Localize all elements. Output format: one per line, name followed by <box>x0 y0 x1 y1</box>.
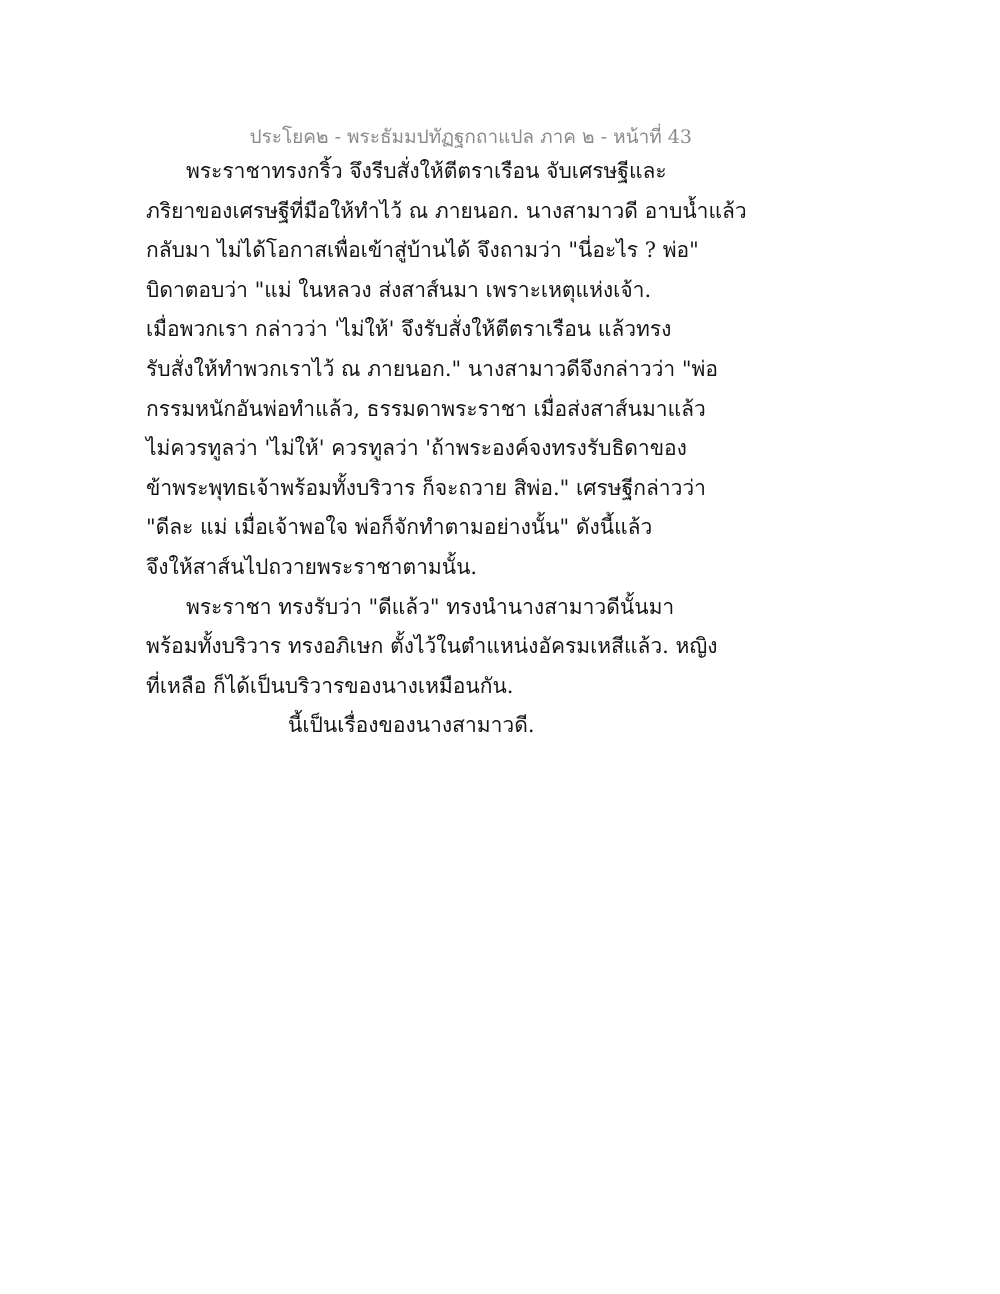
text-line: พระราชาทรงกริ้ว จึงรีบสั่งให้ตีตราเรือน จับเศรษฐีและ <box>186 159 667 183</box>
closing-line: นี้เป็นเรื่องของนางสามาวดี. <box>288 713 535 738</box>
text-line: พร้อมทั้งบริวาร ทรงอภิเษก ตั้งไว้ในตำแหน่งอัครมเหสีแล้ว. หญิง <box>146 634 718 659</box>
text-line: เมื่อพวกเรา กล่าวว่า 'ไม่ให้' จึงรับสั่งให้ตีตราเรือน แล้วทรง <box>146 317 672 342</box>
text-line: รับสั่งให้ทำพวกเราไว้ ณ ภายนอก." นางสามาวดีจึงกล่าวว่า "พ่อ <box>146 356 719 381</box>
running-header: ประโยค๒ - พระธัมมปทัฏฐกถาแปล ภาค ๒ - หน้าที่ 43 <box>249 126 692 148</box>
text-line: จึงให้สาส์นไปถวายพระราชาตามนั้น. <box>146 554 478 579</box>
text-line: พระราชา ทรงรับว่า "ดีแล้ว" ทรงนำนางสามาวดีนั้นมา <box>186 594 675 619</box>
text-line: ข้าพระพุทธเจ้าพร้อมทั้งบริวาร ก็จะถวาย สิพ่อ." เศรษฐีกล่าวว่า <box>146 475 706 500</box>
text-line: กลับมา ไม่ได้โอกาสเพื่อเข้าสู่บ้านได้ จึงถามว่า "นี่อะไร ? พ่อ" <box>146 238 699 263</box>
text-line: "ดีละ แม่ เมื่อเจ้าพอใจ พ่อก็จักทำตามอย่างนั้น" ดังนี้แล้ว <box>146 515 653 540</box>
body-text <box>146 152 846 746</box>
text-line: กรรมหนักอันพ่อทำแล้ว, ธรรมดาพระราชา เมื่อส่งสาส์นมาแล้ว <box>146 396 706 421</box>
text-line: ภริยาของเศรษฐีที่มือให้ทำไว้ ณ ภายนอก. นางสามาวดี อาบน้ำแล้ว <box>146 198 747 223</box>
text-line: ที่เหลือ ก็ได้เป็นบริวารของนางเหมือนกัน. <box>146 673 514 698</box>
text-line: ไม่ควรทูลว่า 'ไม่ให้' ควรทูลว่า 'ถ้าพระองค์จงทรงรับธิดาของ <box>146 436 687 461</box>
text-line: บิดาตอบว่า "แม่ ในหลวง ส่งสาส์นมา เพราะเหตุแห่งเจ้า. <box>146 277 652 302</box>
